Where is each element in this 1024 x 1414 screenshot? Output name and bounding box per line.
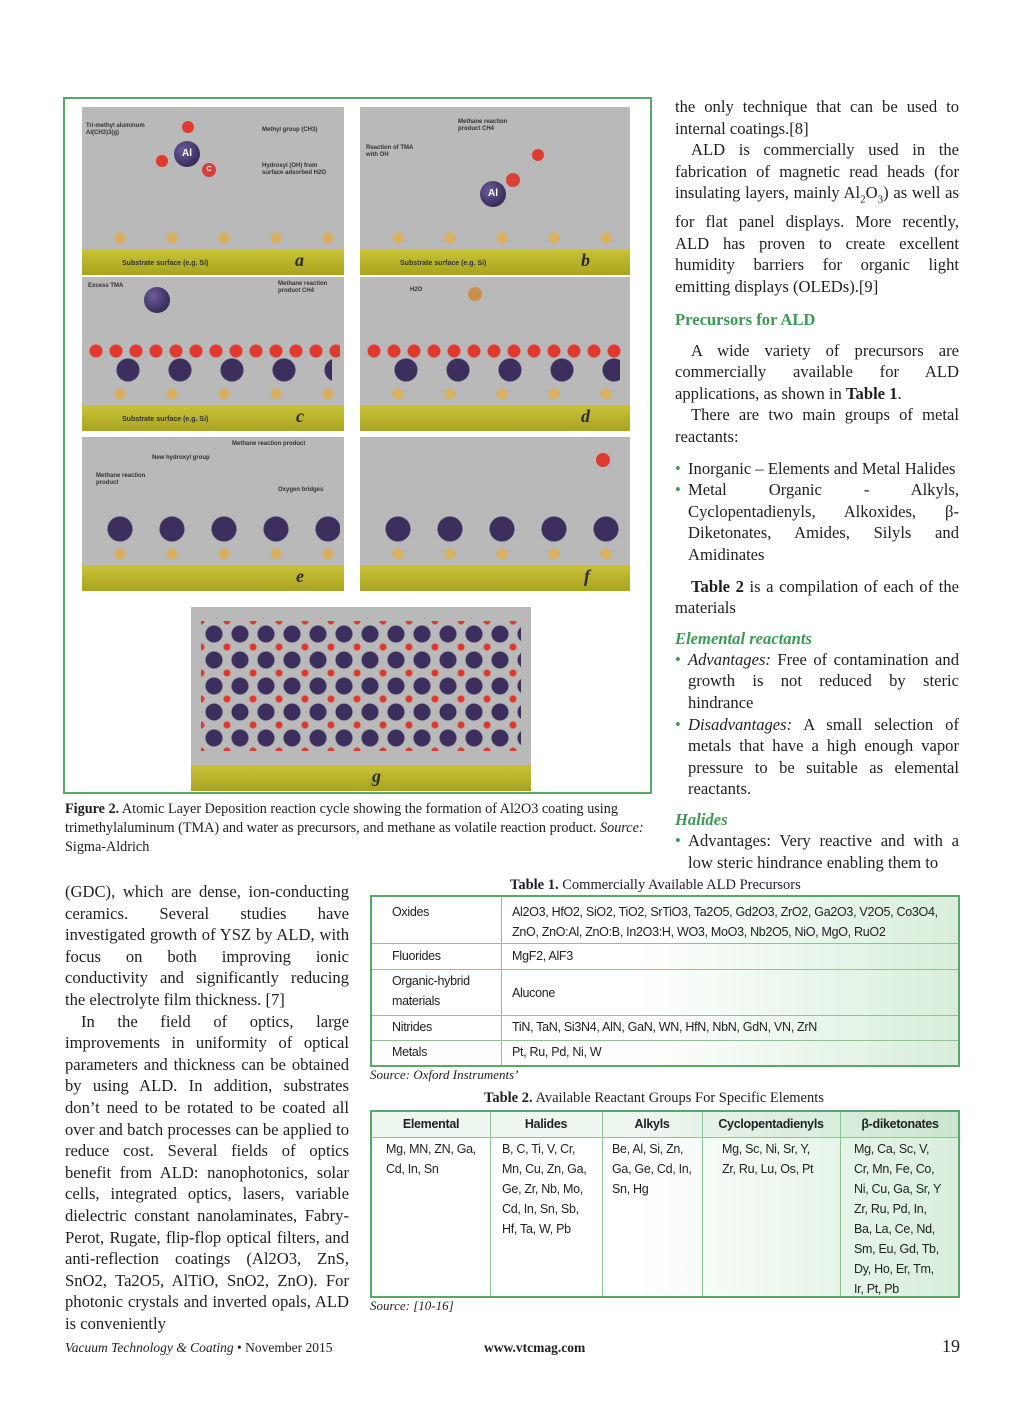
- water-molecule: [468, 287, 482, 301]
- panel-note: New hydroxyl group: [152, 455, 210, 461]
- table-cell: Mg, Ca, Sc, V, Cr, Mn, Fe, Co, Ni, Cu, Ga, Sr, Y Zr, Ru, Pd, In, Ba, La, Ce, Nd, Sm, Eu, Gd, Tb, Dy, Ho, Er, Tm, Ir, Pt, Pb: [854, 1142, 942, 1296]
- column-divider: [490, 1112, 491, 1296]
- panel-letter: d: [581, 406, 590, 426]
- column-divider: [602, 1112, 603, 1296]
- row-divider: [372, 1040, 958, 1041]
- footer-publication: Vacuum Technology & Coating • November 2015: [65, 1340, 333, 1355]
- table-header: Halides: [524, 1117, 568, 1131]
- figure-caption-source: Sigma-Aldrich: [65, 839, 150, 855]
- paragraph: the only technique that can be used to internal coatings.[8]: [675, 97, 959, 138]
- table-cell: Mg, Sc, Ni, Sr, Y, Zr, Ru, Lu, Os, Pt: [722, 1142, 814, 1176]
- paragraph: (GDC), which are dense, ion-conducting ceramics. Several studies have investigated growth of YSZ by ALD, with focus on both improving ionic conductivity and significantly reducing the electrolyte film thickness. [7]: [65, 882, 349, 1009]
- list-item: • Advantages: Very reactive and with a low steric hindrance enabling them to: [675, 830, 959, 872]
- table2-title: Table 2. Available Reactant Groups For Specific Elements: [484, 1090, 824, 1106]
- bullet-icon: •: [675, 830, 681, 850]
- table-cell: Be, Al, Si, Zn, Ga, Ge, Cd, In, Sn, Hg: [612, 1142, 692, 1196]
- figure-panel-g: [191, 607, 531, 791]
- panel-note: Excess TMA: [88, 283, 124, 289]
- panel-note: Reaction of TMA with OH: [366, 145, 414, 158]
- surface-atom-row: [94, 387, 334, 401]
- paragraph: ALD is commercially used in the fabrication of magnetic read heads (for insulating layers, mainly $Al_2O_3$) as well as for flat panel displays. More recently, ALD has proven to create excellent humidity barriers for organic light emitting displays (OLEDs).[9]: [675, 140, 960, 297]
- panel-note: Methane reaction product CH4: [458, 119, 508, 132]
- table-row-label: Organic-hybrid materials: [392, 974, 470, 1008]
- panel-note: Methyl group (CH3): [262, 127, 318, 133]
- table-header: Alkyls: [634, 1117, 670, 1131]
- column-divider: [840, 1112, 841, 1296]
- figure-panel-b: [360, 107, 630, 275]
- section-heading: Precursors for ALD: [675, 309, 816, 329]
- figure-panel-e: [82, 437, 344, 591]
- substrate: [191, 765, 531, 791]
- row-divider: [372, 1137, 958, 1138]
- panel-note: Hydroxyl (OH) from surface adsorbed H2O: [262, 163, 327, 176]
- panel-note: Oxygen bridges: [278, 487, 324, 493]
- table2: [370, 1110, 960, 1298]
- al-atom: Al: [174, 141, 200, 167]
- bullet-icon: •: [675, 480, 681, 500]
- table-header: Elemental: [402, 1117, 460, 1131]
- panel-letter: b: [581, 250, 590, 270]
- substrate-label: Substrate surface (e.g. Si): [122, 416, 209, 423]
- surface-atom-row: [372, 231, 618, 245]
- list-item: • Metal Organic - Alkyls, Cyclopentadienyls, Alkoxides, β-Diketonates, Amides, Silyls and Amidinates: [675, 480, 959, 564]
- al-atom-row: [372, 515, 622, 543]
- table1-source: Source: Oxford Instruments’: [370, 1067, 519, 1082]
- row-divider: [372, 943, 958, 944]
- footer-url[interactable]: www.vtcmag.com: [484, 1340, 586, 1355]
- page-number: 19: [942, 1336, 960, 1356]
- right-column: [675, 96, 959, 873]
- row-divider: [372, 969, 958, 970]
- bullet-icon: •: [675, 649, 681, 669]
- table2-source: Source: [10-16]: [370, 1298, 454, 1313]
- substrate: [82, 565, 344, 591]
- panel-letter: a: [295, 250, 304, 270]
- panel-note: Methane reaction product CH4: [278, 281, 328, 294]
- al-atom: [144, 287, 170, 313]
- table1-title: Table 1. Commercially Available ALD Precursors: [510, 877, 801, 893]
- panel-letter: f: [584, 566, 590, 586]
- table-row-label: Metals: [392, 1045, 428, 1059]
- al-atom-row: [380, 357, 620, 383]
- table-row-label: Oxides: [392, 905, 430, 919]
- al-atom-grid: [201, 621, 521, 751]
- figure-caption-label: Figure 2.: [65, 801, 120, 817]
- figure-panel-f: [360, 437, 630, 591]
- panel-note: Tri-methyl aluminum Al(CH3)3(g): [86, 123, 145, 136]
- bullet-icon: •: [675, 458, 681, 478]
- figure-caption: [65, 800, 655, 857]
- panel-note: H2O: [410, 287, 423, 293]
- panel-letter: e: [296, 566, 304, 586]
- panel-note: Methane reaction product: [96, 473, 146, 486]
- table-cell: MgF2, AlF3: [512, 949, 573, 963]
- list-item: • Disadvantages: A small selection of metals that have a high enough vapor pressure to be suitable as elemental reactants.: [675, 714, 959, 799]
- figure-panel-a: [82, 107, 344, 275]
- substrate-label: Substrate surface (e.g. Si): [122, 260, 209, 267]
- methyl-carbon: [506, 173, 520, 187]
- row-divider: [372, 1015, 958, 1016]
- table1: [370, 895, 960, 1067]
- list-item: • Inorganic – Elements and Metal Halides: [675, 458, 956, 478]
- panel-letter: c: [296, 406, 304, 426]
- oxygen-atom: [596, 453, 610, 467]
- table-row-label: Fluorides: [392, 949, 441, 963]
- table-row-label: Nitrides: [392, 1020, 432, 1034]
- al-atom-row: [94, 515, 340, 543]
- table-cell: B, C, Ti, V, Cr, Mn, Cu, Zn, Ga, Ge, Zr, Nb, Mo, Cd, In, Sn, Sb, Hf, Ta, W, Pb: [502, 1142, 587, 1236]
- paragraph: There are two main groups of metal reactants:: [675, 405, 959, 447]
- al-atom-row: [102, 357, 332, 383]
- bullet-icon: •: [675, 714, 681, 734]
- substrate-label: Substrate surface (e.g. Si): [400, 260, 487, 267]
- paragraph: Table 2 is a compilation of each of the materials: [675, 576, 959, 618]
- oxygen-atom: [156, 155, 168, 167]
- table-cell: Alucone: [512, 986, 556, 1000]
- al-atom: Al: [480, 181, 506, 207]
- panel-note: Methane reaction product: [232, 441, 306, 447]
- surface-atom-row: [94, 231, 334, 245]
- left-column: [65, 881, 349, 1334]
- table-cell: TiN, TaN, Si3N4, AlN, GaN, WN, HfN, NbN, GdN, VN, ZrN: [512, 1020, 817, 1034]
- table-cell: Al2O3, HfO2, SiO2, TiO2, SrTiO3, Ta2O5, Gd2O3, ZrO2, Ga2O3, V2O5, Co3O4, ZnO, ZnO:Al, ZnO:B, In2O3:H, WO3, MoO3, Nb2O5, NiO, MgO, RuO2: [512, 905, 938, 939]
- table-header: β-diketonates: [861, 1117, 939, 1131]
- panel-letter: g: [372, 766, 381, 786]
- table-header: Cyclopentadienyls: [718, 1117, 824, 1131]
- figure-box: [63, 97, 652, 794]
- figure-panel-d: [360, 277, 630, 431]
- figure-caption-text: Atomic Layer Deposition reaction cycle showing the formation of Al2O3 coating using trimethylaluminum (TMA) and water as precursors, and methane as volatile reaction product.: [65, 801, 618, 836]
- column-divider: [702, 1112, 703, 1296]
- surface-atom-row: [372, 547, 618, 561]
- list-item: • Advantages: Free of contamination and growth is not reduced by steric hindrance: [675, 649, 959, 712]
- oxygen-atom: [182, 121, 194, 133]
- figure-panel-c: [82, 277, 344, 431]
- table-cell: Pt, Ru, Pd, Ni, W: [512, 1045, 602, 1059]
- oxygen-atom: [532, 149, 544, 161]
- surface-atom-row: [372, 387, 618, 401]
- figure-caption-source-label: Source:: [600, 820, 644, 836]
- table-cell: Mg, MN, ZN, Ga, Cd, In, Sn: [386, 1142, 476, 1176]
- section-heading: Elemental reactants: [675, 628, 812, 648]
- paragraph: A wide variety of precursors are commercially available for ALD applications, as shown in Table 1.: [675, 340, 959, 403]
- section-heading: Halides: [675, 809, 728, 829]
- methyl-carbon: C: [202, 163, 216, 177]
- surface-atom-row: [94, 547, 334, 561]
- paragraph: In the field of optics, large improvements in uniformity of optical parameters and thickness can be obtained by using ALD. In addition, substrates don’t need to be rotated to be coated all over and batch processes can be applied to reduce cost. Several fields of optics benefit from ALD: nanophotonics, solar cells, integrated optics, lasers, variable dielectric constant nanolaminates, Fabry-Perot, Rugate, flip-flop optical filters, and anti-reflection coatings (Al2O3, ZnS, SnO2, Ta2O5, AlTiO, SnO2, ZnO). For photonic crystals and inverted opals, ALD is conveniently: [65, 1011, 349, 1333]
